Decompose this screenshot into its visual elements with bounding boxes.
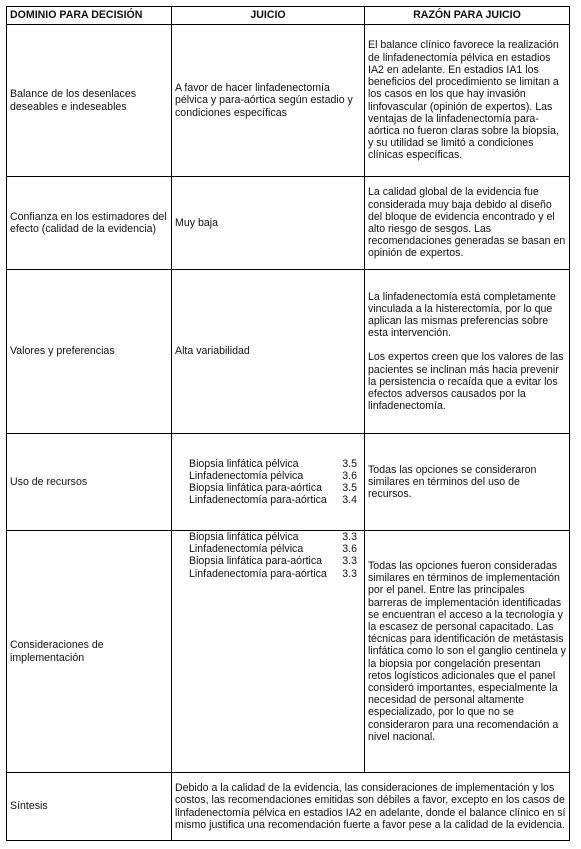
header-row — [7, 7, 570, 25]
header-razon: RAZÓN PARA JUICIO — [365, 7, 570, 25]
razon-text: La linfadenectomía está completamente vinculada a la histerectomía, por lo que aplican las mismas preferencias sobre esta intervención. — [368, 290, 556, 340]
razon-text: Los expertos creen que los valores de las pacientes se inclinan más hacia prevenir la persistencia o recaída que a evitar los efectos adversos causados por la linfadenectomía. — [368, 351, 564, 413]
dominio-cell: Consideraciones de implementación — [7, 531, 172, 773]
score-value: 3.3 — [342, 567, 357, 580]
score-value: 3.3 — [342, 555, 357, 568]
score-name: Linfadenectomía para-aórtica — [189, 494, 327, 507]
score-value: 3.5 — [342, 457, 357, 470]
dominio-cell: Uso de recursos — [7, 434, 172, 531]
score-item — [175, 568, 361, 580]
score-name: Biopsia linfática para-aórtica — [189, 555, 323, 568]
razon-cell — [365, 177, 570, 270]
table-row — [7, 434, 570, 531]
score-item — [175, 458, 361, 470]
razon-text: Todas las opciones se consideraron similares en términos del uso de recursos. — [368, 463, 537, 501]
score-item — [175, 482, 361, 494]
score-value: 3.5 — [342, 482, 357, 494]
sintesis-text: Debido a la calidad de la evidencia, las consideraciones de implementación y los costos, las recomendaciones emitidas son débiles a favor, excepto en los casos de linfadenectomía pélvica en estadios IA2 en adelante, donde el balance clínico en sí mismo justifica una recomendación fuerte a favor pese a la calidad de la evidencia. — [172, 773, 570, 841]
juicio-cell: Muy baja — [172, 177, 365, 270]
score-value: 3.6 — [342, 543, 357, 556]
score-value: 3.3 — [342, 531, 357, 543]
razon-cell — [365, 434, 570, 531]
score-name: Linfadenectomía pélvica — [189, 543, 304, 556]
score-name: Linfadenectomía para-aórtica — [189, 567, 327, 580]
score-item — [175, 494, 361, 506]
razon-text: Todas las opciones fueron consideradas similares en términos de implementación por el panel. Entre las principales barreras de implementación identificadas se encuentran el acceso a la tecnología y la escasez de personal capacitado. Las técnicas para identificación de metástasis linfática como lo son el ganglio centinela y la biopsia por congelación presentan retos logísticos adicionales que el panel consideró importantes, especialmente la necesidad de personal altamente especializado, por lo que no se consideraron para una recomendación a nivel nacional. — [368, 559, 566, 743]
score-name: Biopsia linfática para-aórtica — [189, 482, 323, 494]
score-item — [175, 555, 361, 567]
table-row — [7, 25, 570, 177]
resource-score-list — [175, 458, 361, 507]
razon-cell — [365, 270, 570, 434]
sintesis-label: Síntesis — [7, 773, 172, 841]
table-row — [7, 531, 570, 773]
dominio-cell: Balance de los desenlaces deseables e indeseables — [7, 25, 172, 177]
score-value: 3.4 — [342, 494, 357, 507]
score-value: 3.6 — [342, 469, 357, 482]
juicio-cell — [172, 531, 365, 773]
header-juicio: JUICIO — [172, 7, 365, 25]
juicio-cell: A favor de hacer linfadenectomía pélvica y para-aórtica según estadio y condiciones específicas — [172, 25, 365, 177]
implementation-score-list — [175, 531, 361, 580]
score-name: Biopsia linfática pélvica — [189, 457, 299, 470]
table-row — [7, 177, 570, 270]
score-item — [175, 543, 361, 555]
dominio-cell: Valores y preferencias — [7, 270, 172, 434]
razon-cell — [365, 531, 570, 773]
score-item — [175, 531, 361, 543]
juicio-cell — [172, 434, 365, 531]
score-item — [175, 470, 361, 482]
juicio-cell: Alta variabilidad — [172, 270, 365, 434]
razon-text: La calidad global de la evidencia fue considerada muy baja debido al diseño del bloque de evidencia encontrado y el alto riesgo de sesgos. Las recomendaciones generadas se basan en opinión de expertos. — [368, 186, 566, 260]
score-name: Linfadenectomía pélvica — [189, 469, 304, 482]
header-dominio: DOMINIO PARA DECISIÓN — [7, 7, 172, 25]
razon-cell — [365, 25, 570, 177]
sintesis-row — [7, 773, 570, 841]
dominio-cell: Confianza en los estimadores del efecto (calidad de la evidencia) — [7, 177, 172, 270]
razon-text: El balance clínico favorece la realización de linfadenectomía pélvica en estadios IA2 en adelante. En estadios IA1 los beneficios del procedimiento se limitan a los casos en los que hay invasión linfovascular (opinión de expertos). Las ventajas de la linfadenectomía para-aórtica no fueron claras sobre la biopsia, y su utilidad se limitó a condiciones clínicas específicas. — [368, 39, 559, 162]
evidence-to-decision-table — [6, 6, 570, 841]
score-name: Biopsia linfática pélvica — [189, 531, 299, 543]
table-row — [7, 270, 570, 434]
